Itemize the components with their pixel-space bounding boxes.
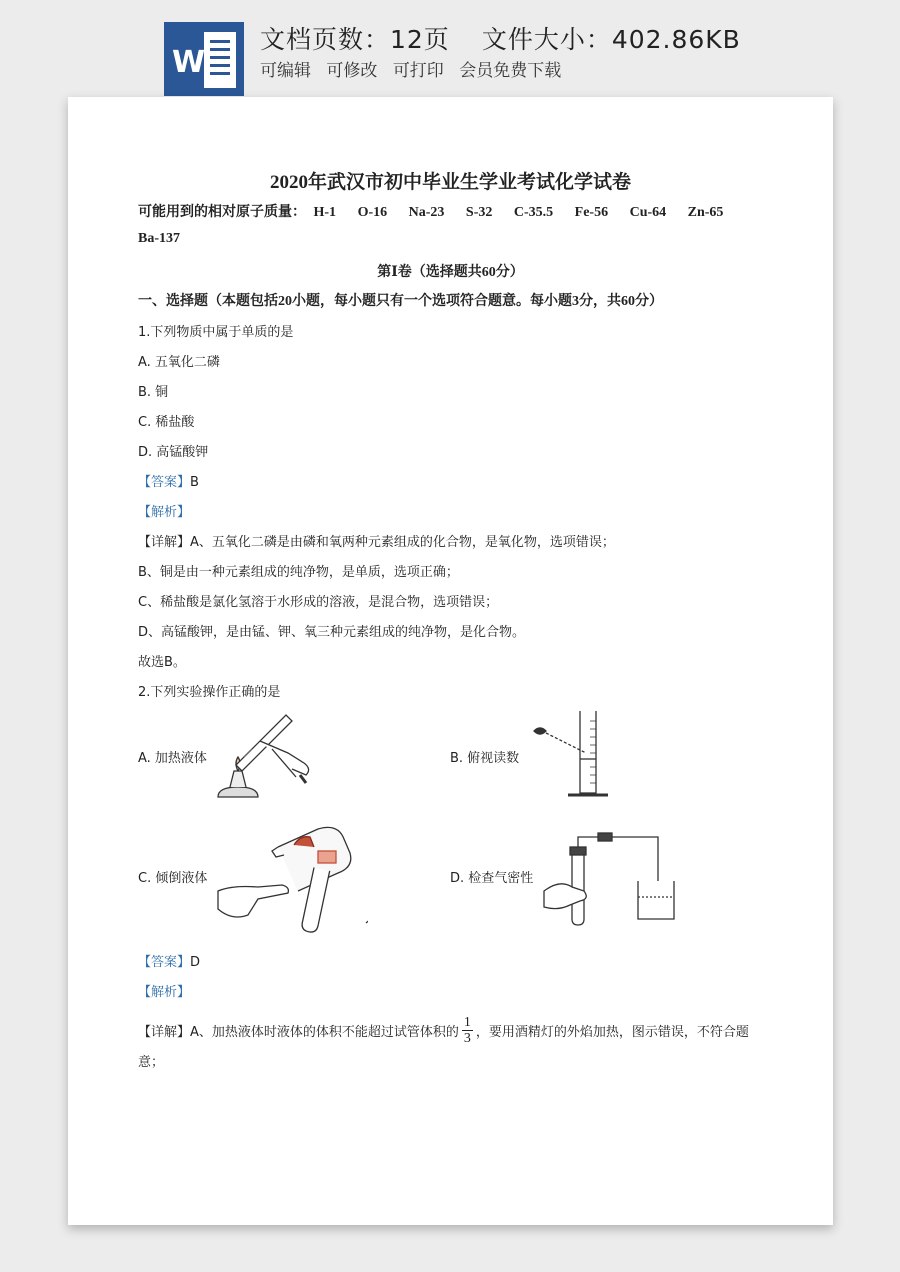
question-1-option-d: D. 高锰酸钾	[138, 445, 209, 460]
detail-text: 【详解】A、加热液体时液体的体积不能超过试管体积的	[138, 1025, 459, 1040]
question-1-detail-line: D、高锰酸钾，是由锰、钾、氧三种元素组成的纯净物，是化合物。	[138, 625, 526, 640]
answer-tag: 【答案】	[138, 475, 191, 490]
question-2-analysis-tag: 【解析】	[138, 985, 191, 1000]
atomic-mass-item: Cu-64	[629, 205, 667, 220]
file-size: 文件大小：402.86KB	[481, 25, 741, 54]
atomic-mass-item: Fe-56	[574, 205, 609, 220]
question-1-stem: 1.下列物质中属于单质的是	[138, 325, 294, 340]
feature-modifiable: 可修改	[326, 61, 378, 81]
document-page	[68, 97, 833, 1225]
question-1-detail-line: B、铜是由一种元素组成的纯净物，是单质，选项正确；	[138, 565, 459, 580]
question-1-option-c: C. 稀盐酸	[138, 415, 195, 430]
answer-value: D	[190, 955, 201, 970]
fraction-denominator: 3	[463, 1031, 471, 1046]
atomic-mass-item: Zn-65	[687, 205, 724, 220]
atomic-mass-item: C-35.5	[513, 205, 554, 220]
question-2-option-b: B. 俯视读数	[450, 751, 520, 766]
question-1-option-a: A. 五氧化二磷	[138, 355, 220, 370]
question-2-detail-line	[138, 1017, 749, 1048]
question-2-detail-end: 意；	[138, 1055, 165, 1070]
question-1-conclusion: 故选B。	[138, 655, 186, 670]
answer-value: B	[190, 475, 199, 490]
feature-editable: 可编辑	[260, 61, 311, 81]
pouring-liquid-illustration	[208, 817, 368, 941]
question-2-stem: 2.下列实验操作正确的是	[138, 685, 281, 700]
atomic-mass-item: Ba-137	[138, 231, 180, 246]
feature-list	[260, 56, 571, 81]
question-1-option-b: B. 铜	[138, 385, 169, 400]
atomic-mass-item: O-16	[357, 205, 388, 220]
word-document-icon	[164, 22, 244, 96]
part-heading: 一、选择题（本题包括20小题，每小题只有一个选项符合题意。每小题3分，共60分）	[138, 294, 663, 309]
feature-printable: 可打印	[392, 61, 444, 81]
heating-liquid-illustration	[208, 705, 318, 805]
question-2-option-d: D. 检查气密性	[450, 871, 534, 886]
question-1-detail-line: C、稀盐酸是氯化氢溶于水形成的溶液，是混合物，选项错误；	[138, 595, 499, 610]
download-header	[0, 0, 900, 96]
atomic-mass-item: Na-23	[408, 205, 445, 220]
question-1-analysis-tag: 【解析】	[138, 505, 191, 520]
gas-tightness-illustration	[538, 831, 678, 927]
cylinder-reading-illustration	[528, 709, 618, 801]
question-1-detail-line: 【详解】A、五氧化二磷是由磷和氧两种元素组成的化合物，是氧化物，选项错误；	[138, 535, 615, 550]
question-1-answer	[138, 471, 199, 490]
feature-member-download: 会员免费下载	[459, 61, 562, 81]
atomic-mass-item: H-1	[313, 205, 337, 220]
svg-text:W: W	[172, 45, 206, 80]
atomic-mass-label: 可能用到的相对原子质量：	[138, 205, 306, 220]
file-info-title	[260, 20, 741, 56]
detail-text: ，要用酒精灯的外焰加热，图示错误，不符合题	[475, 1025, 749, 1040]
question-2-option-a: A. 加热液体	[138, 751, 207, 766]
fraction-numerator: 1	[463, 1015, 471, 1030]
atomic-mass-line	[138, 201, 723, 221]
question-2-answer	[138, 951, 200, 970]
question-2-option-c: C. 倾倒液体	[138, 871, 208, 886]
page-count: 文档页数：12页	[260, 25, 450, 54]
fraction-one-third	[462, 1015, 473, 1046]
section-heading: 第Ⅰ卷（选择题共60分）	[377, 265, 524, 280]
answer-tag: 【答案】	[138, 955, 191, 970]
atomic-mass-item: S-32	[465, 205, 493, 220]
document-title: 2020年武汉市初中毕业生学业考试化学试卷	[269, 172, 631, 193]
